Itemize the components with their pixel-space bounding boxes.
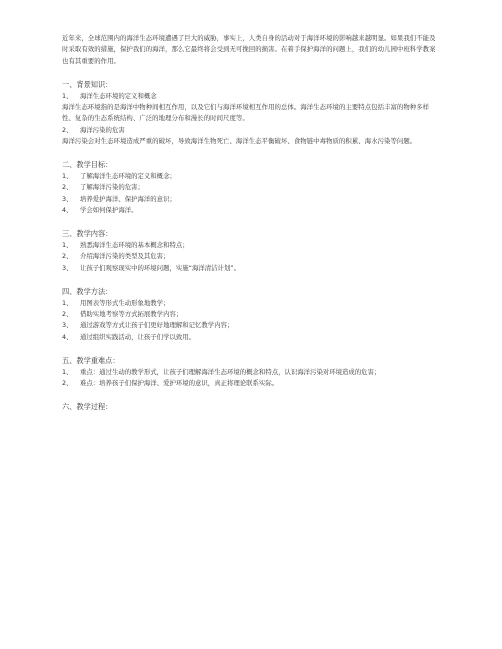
list-text: 通过组织实践活动，让孩子们学以致用。 bbox=[80, 332, 196, 341]
list-number: 2、 bbox=[62, 310, 73, 319]
list-item bbox=[62, 309, 440, 320]
list-item bbox=[62, 125, 440, 136]
list-item bbox=[62, 298, 440, 309]
body-paragraph: 海洋污染会对生态环境造成严重的破坏，导致海洋生物死亡、海洋生态平衡破坏、食物链中毒物质的积累、海水污染等问题。 bbox=[62, 137, 417, 146]
list-item bbox=[62, 194, 440, 205]
list-text: 重点：通过生动的教学形式，让孩子们理解海洋生态环境的概念和特点，认识海洋污染对环境造成的危害； bbox=[80, 367, 381, 376]
list-number: 2、 bbox=[62, 379, 73, 388]
list-text: 通过游戏等方式让孩子们更好地理解和记忆教学内容； bbox=[80, 321, 234, 330]
list-text: 了解海洋污染的危害； bbox=[80, 183, 144, 192]
list-number: 1、 bbox=[62, 298, 73, 307]
list-item bbox=[62, 263, 440, 274]
list-item bbox=[62, 332, 440, 343]
list-item bbox=[62, 367, 440, 378]
section-heading-process: 六、教学过程： bbox=[62, 401, 113, 411]
list-text: 介绍海洋污染的类型及其危害； bbox=[80, 252, 170, 261]
list-item bbox=[62, 378, 440, 389]
list-number: 4、 bbox=[62, 332, 73, 341]
list-number: 4、 bbox=[62, 206, 73, 215]
intro-paragraph: 近年来，全球范围内的海洋生态环境遭遇了巨大的威胁，事实上，人类自身的活动对于海洋环境的影响越来越明显。如果我们不能及时采取有效的措施，保护我们的海洋，那么它最终将会受到无可挽回的损害。在着手保护海洋的问题上，我们的幼儿园中班科学教案也有其重要的作用。 bbox=[62, 34, 436, 65]
list-item bbox=[62, 182, 440, 193]
list-text: 了解海洋生态环境的定义和概念； bbox=[80, 172, 176, 181]
list-item bbox=[62, 205, 440, 216]
section-heading-background: 一、背景知识： bbox=[62, 79, 113, 89]
list-text: 培养爱护海洋、保护海洋的意识； bbox=[80, 194, 176, 203]
list-number: 3、 bbox=[62, 321, 73, 330]
list-text: 难点：培养孩子们保护海洋、爱护环境的意识，真正将理论联系实际。 bbox=[80, 379, 279, 388]
section-heading-content: 三、教学内容： bbox=[62, 229, 113, 239]
list-text: 用图表等形式生动形象地教学； bbox=[80, 298, 170, 307]
list-item bbox=[62, 91, 440, 102]
list-item bbox=[62, 171, 440, 182]
list-number: 1、 bbox=[62, 91, 73, 100]
list-number: 3、 bbox=[62, 194, 73, 203]
list-number: 2、 bbox=[62, 183, 73, 192]
subheading: 海洋生态环境的定义和概念 bbox=[80, 91, 157, 100]
list-item bbox=[62, 240, 440, 251]
list-text: 学会如何保护海洋。 bbox=[80, 206, 138, 215]
list-text: 让孩子们观察现实中的环境问题，实施“海洋清洁计划”。 bbox=[80, 263, 240, 272]
list-text: 熟悉海洋生态环境的基本概念和特点； bbox=[80, 241, 189, 250]
section-heading-keypoints: 五、教学重难点： bbox=[62, 355, 120, 365]
section-heading-goals: 二、教学目标： bbox=[62, 160, 113, 170]
section-heading-methods: 四、教学方法： bbox=[62, 286, 113, 296]
list-number: 1、 bbox=[62, 367, 73, 376]
list-text: 借助实地考察等方式拓展教学内容； bbox=[80, 310, 183, 319]
list-number: 2、 bbox=[62, 125, 73, 134]
list-number: 3、 bbox=[62, 263, 73, 272]
list-number: 2、 bbox=[62, 252, 73, 261]
subheading: 海洋污染的危害 bbox=[80, 125, 125, 134]
body-paragraph: 海洋生态环境指的是海洋中物种间相互作用，以及它们与海洋环境相互作用的总体。海洋生态环境的主要特点包括丰富的物种多样性、复杂的生态系统结构、广泛的地理分布和漫长的时间尺度等。 bbox=[62, 103, 430, 123]
list-item bbox=[62, 320, 440, 331]
list-item bbox=[62, 251, 440, 262]
list-number: 1、 bbox=[62, 172, 73, 181]
list-number: 1、 bbox=[62, 241, 73, 250]
